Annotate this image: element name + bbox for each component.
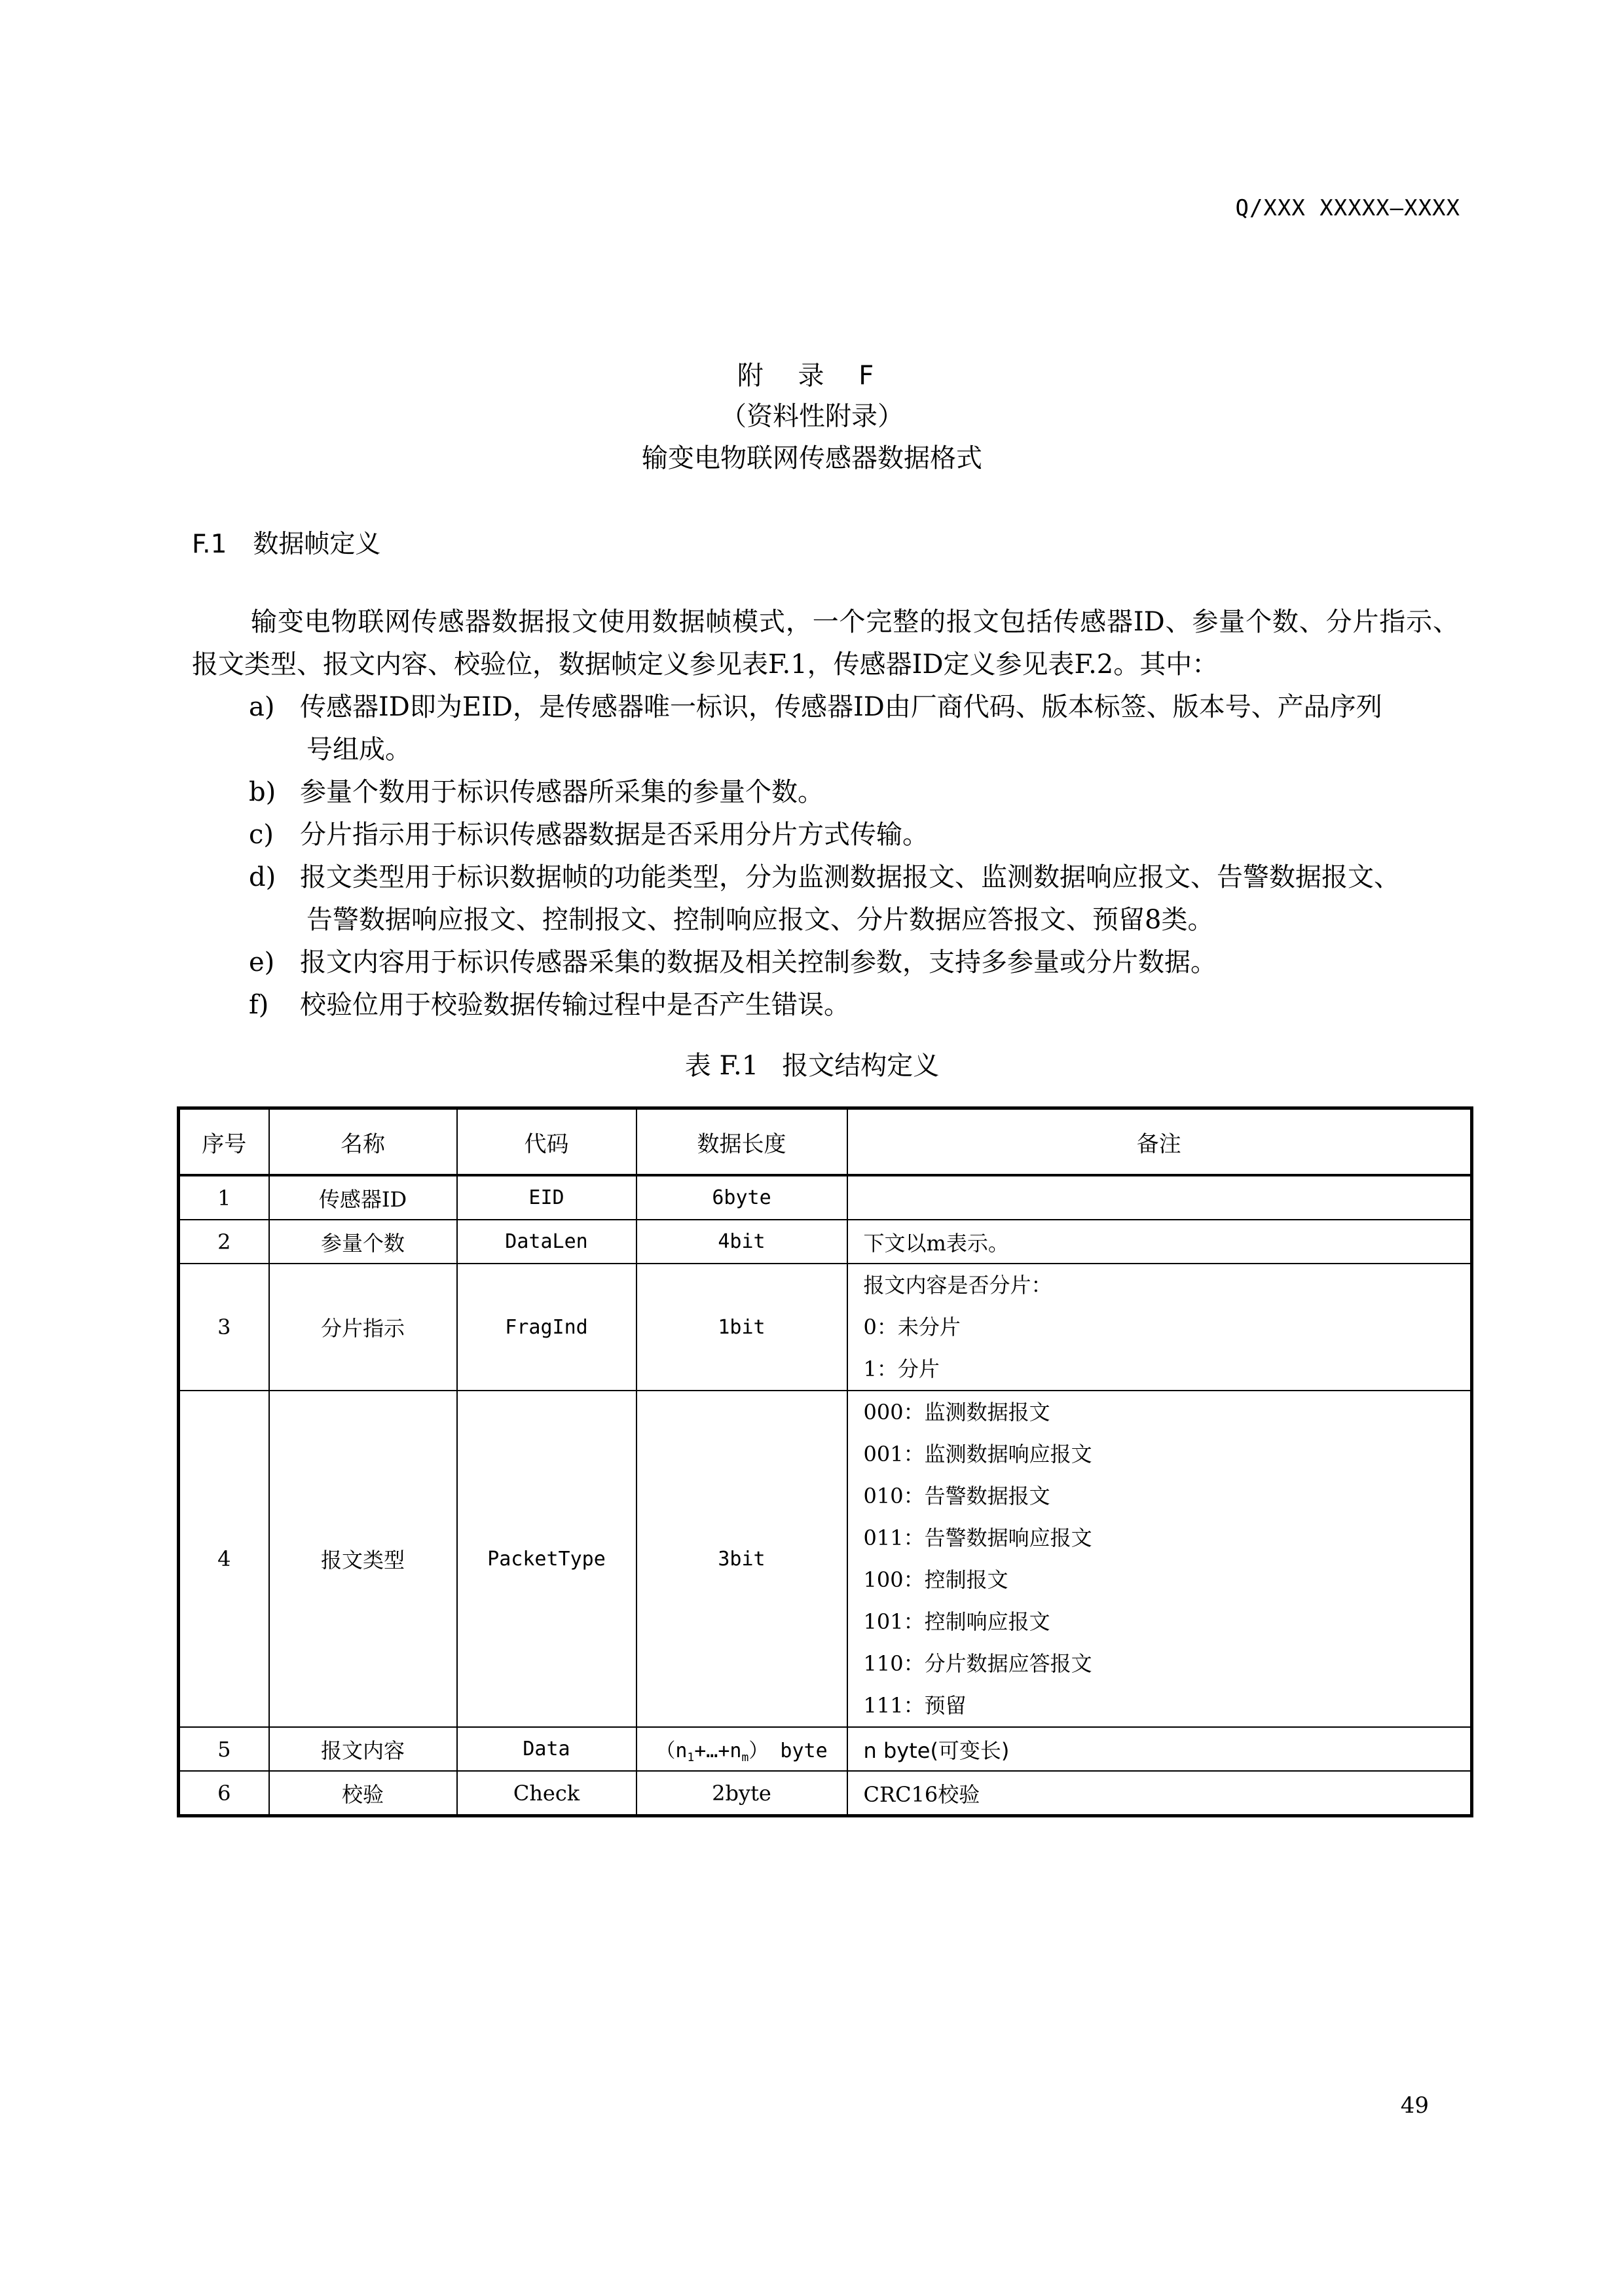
list-item-line: 报文类型用于标识数据帧的功能类型，分为监测数据报文、监测数据响应报文、告警数据报文、 — [300, 862, 1400, 892]
list-item-text: 分片指示用于标识传感器数据是否采用分片方式传输。 — [300, 820, 929, 850]
table-row — [179, 1727, 1472, 1771]
list-item — [249, 686, 1459, 771]
note-line: 011：告警数据响应报文 — [863, 1525, 1092, 1550]
cell-name: 报文类型 — [269, 1391, 457, 1727]
cell-note: CRC16校验 — [847, 1771, 1472, 1816]
list-marker: d) — [249, 862, 276, 892]
cell-name: 传感器ID — [269, 1175, 457, 1220]
cell-name: 分片指示 — [269, 1264, 457, 1391]
cell-length: 1bit — [637, 1264, 847, 1391]
length-sub-1: 1 — [687, 1750, 695, 1764]
cell-no: 1 — [179, 1175, 269, 1220]
note-line: 000：监测数据报文 — [863, 1400, 1050, 1425]
definition-list — [249, 686, 1459, 1027]
cell-length — [637, 1727, 847, 1771]
cell-no: 3 — [179, 1264, 269, 1391]
list-item-text: 参量个数用于标识传感器所采集的参量个数。 — [300, 777, 824, 807]
header-length: 数据长度 — [637, 1108, 847, 1176]
cell-no: 4 — [179, 1391, 269, 1727]
cell-code: Data — [457, 1727, 637, 1771]
cell-name: 参量个数 — [269, 1220, 457, 1264]
annex-subtitle: （资料性附录） — [720, 401, 904, 431]
list-item — [249, 771, 1459, 814]
note-line: 报文内容是否分片： — [863, 1273, 1052, 1298]
table-caption-title: 报文结构定义 — [782, 1051, 940, 1081]
header-code: 代码 — [457, 1108, 637, 1176]
length-open: （n — [655, 1739, 688, 1762]
list-item-text: 校验位用于校验数据传输过程中是否产生错误。 — [300, 990, 850, 1020]
note-line: 010：告警数据报文 — [863, 1484, 1050, 1508]
cell-note — [847, 1175, 1472, 1220]
cell-no: 5 — [179, 1727, 269, 1771]
list-marker: e) — [249, 947, 275, 977]
note-line: 101：控制响应报文 — [863, 1609, 1050, 1634]
list-marker: c) — [249, 820, 274, 850]
table-row — [179, 1391, 1472, 1727]
note-line: 1：分片 — [863, 1357, 940, 1381]
list-item-text: 报文内容用于标识传感器采集的数据及相关控制参数，支持多参量或分片数据。 — [300, 947, 1217, 977]
cell-note: n byte(可变长) — [847, 1727, 1472, 1771]
note-line: 111：预留 — [863, 1693, 967, 1718]
packet-structure-table — [177, 1106, 1473, 1817]
header-name: 名称 — [269, 1108, 457, 1176]
cell-length: 2byte — [637, 1771, 847, 1816]
length-sub-m: m — [741, 1750, 749, 1764]
section-number: F.1 — [192, 530, 227, 559]
cell-code: PacketType — [457, 1391, 637, 1727]
list-marker: f) — [249, 990, 269, 1020]
note-line: 0：未分片 — [863, 1315, 961, 1339]
cell-name: 校验 — [269, 1771, 457, 1816]
list-item — [249, 856, 1459, 941]
cell-code: EID — [457, 1175, 637, 1220]
page-number: 49 — [1400, 2092, 1429, 2119]
cell-length: 3bit — [637, 1391, 847, 1727]
cell-length: 4bit — [637, 1220, 847, 1264]
note-line: 100：控制报文 — [863, 1567, 1008, 1592]
section-heading — [192, 524, 380, 560]
table-header-row — [179, 1108, 1472, 1176]
cell-code: Check — [457, 1771, 637, 1816]
table-row — [179, 1771, 1472, 1816]
cell-no: 2 — [179, 1220, 269, 1264]
cell-code: DataLen — [457, 1220, 637, 1264]
list-marker: b) — [249, 777, 276, 807]
note-line: 110：分片数据应答报文 — [863, 1651, 1092, 1676]
table-caption — [0, 1045, 1624, 1082]
list-item-text — [300, 686, 1459, 771]
cell-note: 下文以m表示。 — [847, 1220, 1472, 1264]
length-mid: +…+n — [694, 1739, 742, 1762]
list-item-continuation: 告警数据响应报文、控制报文、控制响应报文、分片数据应答报文、预留8类。 — [306, 905, 1214, 935]
cell-note — [847, 1264, 1472, 1391]
cell-name: 报文内容 — [269, 1727, 457, 1771]
table-row — [179, 1264, 1472, 1391]
note-line: 001：监测数据响应报文 — [863, 1442, 1092, 1467]
table-caption-number: 表 F.1 — [684, 1051, 759, 1081]
section-title: 数据帧定义 — [253, 530, 381, 559]
list-item-continuation: 号组成。 — [306, 735, 411, 765]
annex-name: 输变电物联网传感器数据格式 — [642, 443, 982, 473]
table-row — [179, 1175, 1472, 1220]
cell-note — [847, 1391, 1472, 1727]
list-item-text — [300, 856, 1459, 941]
list-item — [249, 814, 1459, 856]
cell-length: 6byte — [637, 1175, 847, 1220]
intro-paragraph: 输变电物联网传感器数据报文使用数据帧模式，一个完整的报文包括传感器ID、参量个数、分片指示、报文类型、报文内容、校验位，数据帧定义参见表F.1，传感器ID定义参见表F.2。其中： — [192, 607, 1459, 680]
header-no: 序号 — [179, 1108, 269, 1176]
cell-code: FragInd — [457, 1264, 637, 1391]
length-close: ） byte — [748, 1739, 828, 1762]
list-marker: a) — [249, 692, 275, 722]
table-row — [179, 1220, 1472, 1264]
list-item — [249, 941, 1459, 984]
header-note: 备注 — [847, 1108, 1472, 1176]
list-item — [249, 984, 1459, 1027]
cell-no: 6 — [179, 1771, 269, 1816]
list-item-line: 传感器ID即为EID，是传感器唯一标识，传感器ID由厂商代码、版本标签、版本号、产品序列 — [300, 692, 1382, 722]
document-code: Q/XXX XXXXX—XXXX — [1235, 195, 1460, 221]
annex-title: 附 录 F — [737, 361, 887, 391]
